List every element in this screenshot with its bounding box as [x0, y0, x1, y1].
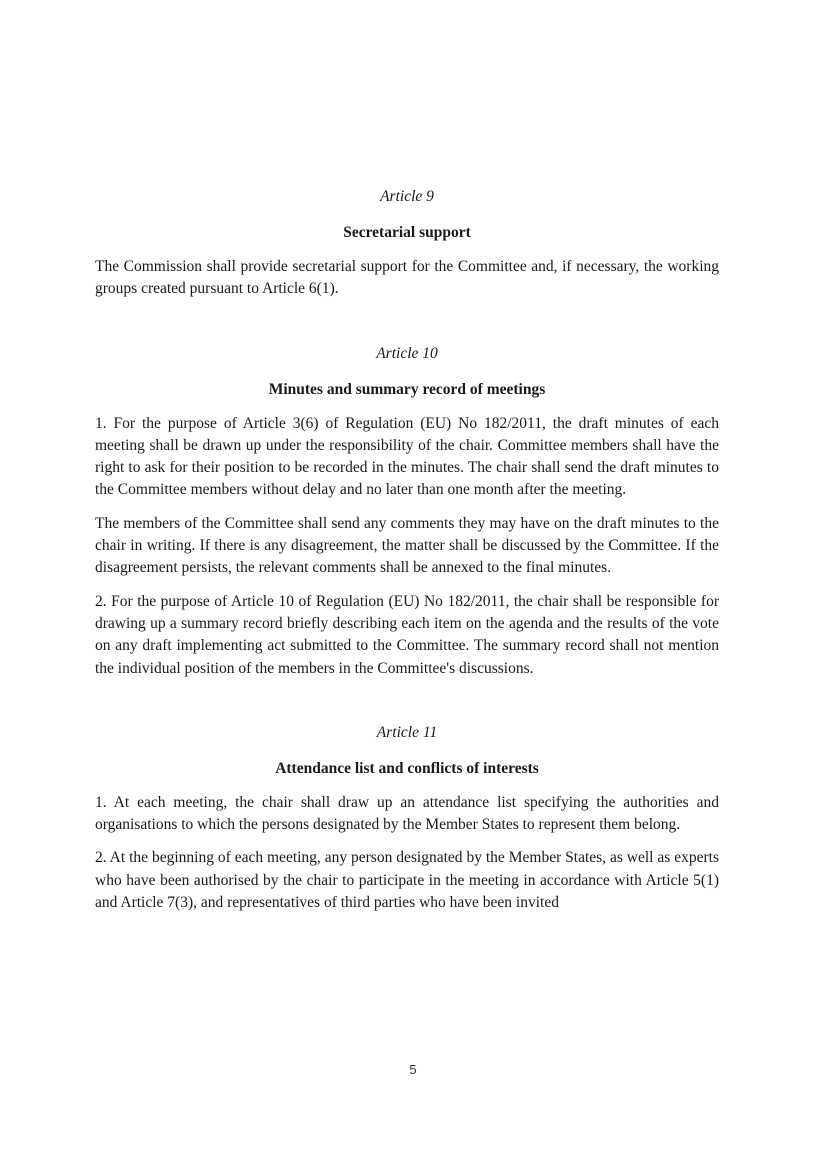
article-11: [95, 722, 719, 914]
article-title: Secretarial support: [343, 224, 471, 241]
paragraph: 2. For the purpose of Article 10 of Regulation (EU) No 182/2011, the chair shall be responsible for drawing up a summary record briefly describing each item on the agenda and the results of the vote on any draft implementing act submitted to the Committee. The summary record shall not mention the individual position of the members in the Committee's discussions.: [95, 592, 719, 677]
article-title: Minutes and summary record of meetings: [268, 380, 546, 398]
page-content: [95, 186, 719, 914]
article-number: Article 10: [376, 344, 438, 362]
paragraph: The Commission shall provide secretarial support for the Committee and, if necessary, the working groups created pursuant to Article 6(1).: [95, 258, 719, 298]
article-10: [95, 343, 719, 680]
article-title: Attendance list and conflicts of interests: [275, 759, 539, 777]
paragraph: 1. For the purpose of Article 3(6) of Regulation (EU) No 182/2011, the draft minutes of each meeting shall be drawn up under the responsibility of the chair. Committee members shall have the right to ask for their position to be recorded in the minutes. The chair shall send the draft minutes to the Committee members without delay and no later than one month after the meeting.: [95, 414, 719, 499]
article-9: [95, 186, 719, 301]
paragraph: 1. At each meeting, the chair shall draw up an attendance list specifying the authorities and organisations to which the persons designated by the Member States to represent them belong.: [95, 793, 719, 834]
section-spacer: [95, 301, 719, 343]
section-spacer: [95, 680, 719, 722]
article-number: Article 9: [380, 188, 434, 205]
paragraph: 2. At the beginning of each meeting, any person designated by the Member States, as well as experts who have been authorised by the chair to participate in the meeting in accordance with Article 5(1) and Article 7(3), and representatives of third parties who have been invited: [95, 849, 719, 912]
page-number: 5: [409, 1062, 417, 1077]
paragraph: The members of the Committee shall send any comments they may have on the draft minutes to the chair in writing. If there is any disagreement, the matter shall be discussed by the Committee. If the disagreement persists, the relevant comments shall be annexed to the final minutes.: [95, 514, 719, 577]
article-number: Article 11: [376, 723, 438, 741]
